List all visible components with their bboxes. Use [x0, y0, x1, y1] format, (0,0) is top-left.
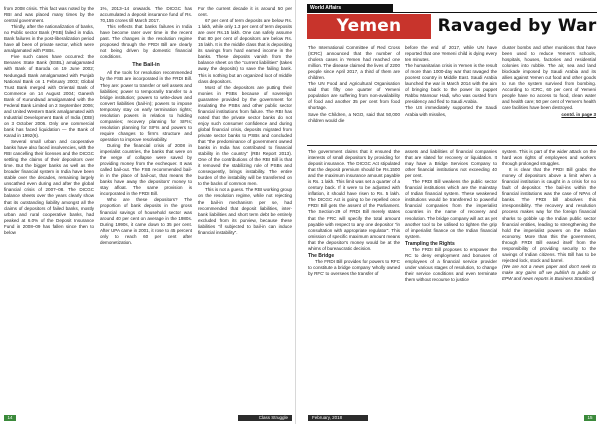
paragraph: The US immediately supported the Saudi Arabia with missiles, [405, 105, 497, 117]
paragraph: The FRDI Bill proposes to empower the RC to deny employment and bonuses of employees of a financial service provider under various stages of resolution, to change their service conditions and even terminate them without recourse to justice [405, 247, 497, 283]
section-rule [307, 12, 597, 13]
section-heading: Trampling the Rights [405, 240, 455, 247]
frdi-column-2 [405, 149, 497, 411]
left-column-2 [100, 6, 192, 418]
paragraph: The UN Food and Agricultural Organisation said that fifty one quarter of Yemeni population are suffering from non-availability of food and another 35 per cent from food shortage. [308, 81, 400, 111]
paragraph: Most of the depositors are putting their monies in PSBs because of sovereign guarantee provided by the government for insulating the PSBs and other public sector financial institutions from failure. The RBI has noted that the private sector banks do not enjoy such consumer confidence and during global financial crisis, deposits migrated from private sector banks to PSBs and concluded that "the predominance of government owned banks in India has contributed to financial stability in the country" (RBI Report 2013). One of the contributions of the RBI Bill is that it removed the stabilizing role of PSBs and consequently, brings instability. The entire burden of the instability will be transferred on to the backs of common men. [198, 84, 292, 187]
paragraph: cluster bombs and other munitions that have been used to reduce Yemen's schools, hospitals, houses, factories and residential colonies into rubble. The air, sea and land blockade imposed by Saudi Arabia and its allies against Yemen cut food and other goods to run the system survived from bombing. According to ICRC, 60 per cent of Yemeni people have no access to food, clean water and health care; 50 per cent of Yemen's health care facilities have been destroyed. [502, 45, 596, 111]
continued-link[interactable] [502, 112, 596, 118]
paragraph: from 2008 crisis. This fact was noted by the RBI and was placed many times by the central government. [4, 6, 94, 24]
paragraph: before the end of 2017, while UN have reported that one Yemeni child is dying every ten minutes. [405, 45, 497, 63]
paragraph: Who are these depositors? The proportion of bank deposits in the gross financial savings of household sector was around 40 per cent on average in the 1980s. During 1990s, it came down to 35 per cent. After UPA came in 2001, it rose to 45 percent only to reach 60 per cent after demonetization. [100, 197, 192, 245]
section-heading: The Bail-in [132, 62, 160, 69]
paragraph: This is not a guess. The RBI working group on the resolution regime, while not rejecting the bail-in mechanism per se, had recommended that deposit liabilities, inter-bank liabilities and short term debt be entirely excluded from its purview, because these liabilities "if subjected to bail-in can induce financial instability". [198, 187, 292, 235]
paragraph: It is clear that the FRDI Bill grabs the money of depositors above a limit when a financial institution is caught in a crisis for no fault of depositor. The bail-ins within the financial institutions was the case of NPAs of banks. The FRDI bill absolves this irresponsibility. The recovery and resolution process makes way for the foreign financial sharks to gobble up the Indian public sector financial entities, leading to strengthening the hold the imperialist powers on the Indian economy. More than this the government, through FRDI Bill eased itself from the responsibility of providing security to the savings of Indian citizens. This Bill has to be rejected lock, stock and barrel. [502, 167, 596, 263]
frdi-column-3 [502, 149, 596, 411]
paragraph: During the financial crisis of 2008 in imperialist countries, the banks that were on the verge of collapse were saved by providing money from the exchequer. It was called bail-out. The FSB recommended bail-in in the place of bail-out, that means the banks have away the depositors' money to stay afloat. The same provision is incorporated in the FRDI Bill. [100, 142, 192, 197]
story-column-1 [308, 45, 400, 143]
left-column-1 [4, 6, 94, 418]
left-column-3 [198, 6, 292, 410]
story-divider [307, 145, 597, 146]
paragraph: Thirdly, after the nationalization of banks, no Public sector Bank (PSB) failed in India. Bank failures in the post-liberalization period have all been of private sector, which were amalgamated with PSBs. [4, 24, 94, 54]
paragraph: system. This is part of the wider attack on the hard won rights of employees and workers through prolonged struggles. [502, 149, 596, 167]
paragraph: Five such cases have occurred: the Benares State Bank (BSBL) amalgamated with Bank of Baroda on 19 June 2002; Nedungadi Bank amalgamated with Punjab National Bank on 1 February 2003; Global Trust Bank merged with Oriental Bank of Commerce on 14 August 2004; Ganesh Bank of Kurundwad amalgamated with the Federal Bank Limited on 2 September 2006; and United Western Bank amalgamated with Industrial Development Bank of India (IDBI) on 3 October 2006. Only one commercial bank has faced liquidation — the Bank of Karad in 1992(6). [4, 54, 94, 138]
paragraph: The FRDI Bill weakens the public sector financial institutions which are the mainstay of Indian financial system. These weakened institutions would be transferred to powerful financial companies from the imperialist countries in the name of recovery and resolution. The bridge company will act as yet another tool to be utilised to tighten the grip of imperialist finance on the Indian financial system. [405, 179, 497, 239]
story-column-3 [502, 45, 596, 143]
frdi-column-1 [308, 149, 400, 411]
paragraph: 1%, 2013–14 onwards. The DICGC has accumulated a deposit insurance fund of Rs. 70,155 crores till March 2017. [100, 6, 192, 24]
continued-link-text[interactable]: contd. in page 3 [561, 111, 596, 117]
footer-label: February, 2018 [308, 415, 368, 421]
section-heading: The Bridge [308, 252, 335, 259]
footer-label: Class Struggle [238, 415, 292, 421]
paragraph: 67 per cent of term deposits are below Rs. 1 lakh, while only 1.3 per cent of term deposits are over Rs.15 lakh. One can safely assume that 80 per cent of depositors are below Rs. 15 lakh. It is the middle class that is depositing its savings from hard earned income in the banks. These deposits vanish from the balance sheet on the "current liabilities" (takes away the deposits) to save the failing bank. This is nothing but an organized loot of middle class depositors. [198, 18, 292, 84]
editor-note: (We are not a news paper and don't seek to make any gains off we publish to public or EPW and news reports in Business Standard) [502, 263, 596, 281]
paragraph: The government claims that it ensured the interests of small depositors by providing for deposit insurance. The DICGC Act stipulated that the deposit premium should be Rs.1500 and the maximum insurance amount payable is Rs. 1 lakh. This limit was set a quarter of a century back. If it were to be adjusted with inflation, it should have risen to Rs. 5 lakh. The DICGC Act is going to be repelled once FRDI Bill gets the assent of the Parliament. The Section-29 of FRDI Bill merely states that the FRC will specify the total amount payable with respect to any one depositor "in consultation with appropriate regulator". This omission of specific maximum amount means that the depositor's money would be at the whims of bureaucratic decision. [308, 149, 400, 251]
paragraph: The humanitarian crisis in Yemen is the result of more than 1000-day war that ravaged the poorest country in Middle East. Saudi Arabia launched the war in March 2014 with the aim of bringing back to the power its puppet Rabbu Mansour Hadi, who was ousted from presidency and fled to Saudi Arabia. [405, 63, 497, 105]
paragraph: This reflects that banks failures in India have become rarer over time in the recent past. The changes in the resolution regime proposed through the FRDI Bill are clearly not being driven by domestic financial conditions. [100, 24, 192, 60]
paragraph: For the current decade it is around 50 per cent. [198, 6, 292, 18]
page-number: 15 [584, 415, 596, 421]
headline-ravaged-by-war: Ravaged by War [437, 16, 597, 36]
paragraph: Save the Children, a NGO, said that 50,000 children would die [308, 111, 400, 123]
paragraph: The FRDI Bill provides for powers to RFC to constitute a bridge company 'wholly owned by RFC' to oversees the transfer of [308, 259, 400, 277]
page-number: 14 [4, 415, 16, 421]
story-column-2 [405, 45, 497, 143]
section-tag: World Affairs [307, 4, 393, 12]
paragraph: Several small urban and cooperative banks have also faced insolvencies, with the RBI cancelling their licenses and the DICGC settling the claims of their depositors over time. But the bigger banks as well as the broader financial system in India have been stable over the decades, remaining largely unscathed even during and after the global financial crisis of 2007–08. The DICGC balance sheets over the years clearly show that its outstanding liability amongst all the claims of depositors of failed banks, mostly urban and rural cooperative banks, had peaked at 6.0% of the Deposit Insurance Fund in 2008–09 has fallen since then to below [4, 139, 94, 235]
paragraph: All the tools for resolution recommended by the FSB are incorporated in the FRDI Bill. They are: power to transfer or sell assets and liabilities; power to temporarily transfer to a bridge institution; powers to write-down and convert liabilities (bail-in); powers to impose temporary stay on early termination rights; resolution powers in relation to holding companies; recovery planning for SIFIs; resolution planning for SIFIs and powers to require changes to firm's structure and operation to improve resolvability. [100, 70, 192, 142]
headline [307, 14, 597, 39]
paragraph: The International Committee of Red Cross (ICRC) announced that the number of cholera cases in Yemen had reached one million. The disease claimed the lives of 2200 people since April 2017, a third of them are children. [308, 45, 400, 81]
left-page [0, 0, 296, 424]
headline-yemen: Yemen [307, 14, 431, 39]
paragraph: assets and liabilities of financial companies that are slated for recovery or liquidation. It may have a Bridge Services Company to other financial institutions not exceeding 40 per cent. [405, 149, 497, 179]
right-page [304, 0, 600, 424]
